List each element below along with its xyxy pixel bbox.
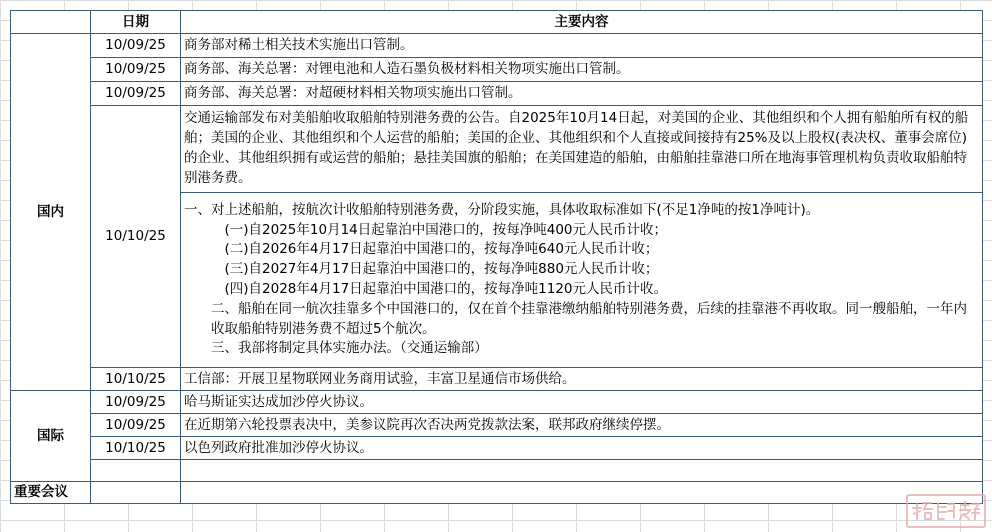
table-row: [11, 391, 983, 414]
fee-line: (一)自2025年10月14日起靠泊中国港口的，按每净吨400元人民币计收；: [224, 221, 668, 238]
shipping-item-3: 三、我部将制定具体实施办法。（交通运输部）: [211, 340, 488, 357]
row-date: 10/09/25: [91, 34, 181, 58]
table-row-empty: [11, 460, 983, 482]
row-content: 以色列政府批准加沙停火协议。: [181, 437, 983, 460]
row-date: 10/09/25: [91, 82, 181, 106]
header-blank: [11, 11, 91, 34]
table-row: [11, 58, 983, 82]
shipping-item-1: 一、对上述船舶，按航次计收船舶特别港务费，分阶段实施，具体收取标准如下(不足1净吨的按1净吨计)。: [184, 201, 820, 218]
watermark-seal-icon: [911, 499, 981, 523]
empty-cell: [91, 482, 181, 504]
table-row: [11, 34, 983, 58]
shipping-intro: 交通运输部发布对美船舶收取船舶特别港务费的公告。自2025年10月14日起，对美国的企业、其他组织和个人拥有船舶所有权的船舶；美国的企业、其他组织和个人运营的船舶；美国的企业、其他组织和个人直接或间接持有25%及以上股权(表决权、董事会席位)的企业、其他组织拥有或运营的船舶；悬挂美国旗的船舶；在美国建造的船舶，由船舶挂靠港口所在地海事管理机构负责收取船舶特别港务费。: [181, 106, 983, 193]
table-row-shipping-intro: [11, 106, 983, 193]
table-row: [11, 437, 983, 460]
category-domestic: 国内: [11, 34, 91, 391]
row-content: 商务部对稀土相关技术实施出口管制。: [181, 34, 983, 58]
category-international: 国际: [11, 391, 91, 482]
row-date: 10/09/25: [91, 58, 181, 82]
news-table: [10, 10, 983, 504]
watermark-logo-icon: [906, 494, 986, 528]
row-content: 在近期第六轮投票表决中，美参议院再次否决两党拨款法案，联邦政府继续停摆。: [181, 414, 983, 437]
row-date: 10/10/25: [91, 106, 181, 368]
row-date: 10/09/25: [91, 391, 181, 414]
fee-line: (二)自2026年4月17日起靠泊中国港口的，按每净吨640元人民币计收；: [224, 241, 659, 258]
row-content: 工信部：开展卫星物联网业务商用试验，丰富卫星通信市场供给。: [181, 368, 983, 391]
empty-cell: [91, 460, 181, 482]
table-row: [11, 82, 983, 106]
category-meetings: 重要会议: [11, 482, 91, 504]
shipping-detail: [181, 193, 983, 368]
table-row: [11, 368, 983, 391]
row-content: 商务部、海关总署：对锂电池和人造石墨负极材料相关物项实施出口管制。: [181, 58, 983, 82]
row-date: 10/10/25: [91, 437, 181, 460]
row-date: 10/09/25: [91, 414, 181, 437]
fee-line: (三)自2027年4月17日起靠泊中国港口的，按每净吨880元人民币计收；: [224, 261, 659, 278]
empty-cell: [181, 482, 983, 504]
fee-line: (四)自2028年4月17日起靠泊中国港口的，按每净吨1120元人民币计收。: [224, 281, 668, 297]
header-content: 主要内容: [181, 11, 983, 34]
table-row-meetings: [11, 482, 983, 504]
table-row: [11, 414, 983, 437]
row-date: 10/10/25: [91, 368, 181, 391]
header-row: [11, 11, 983, 34]
row-content: 哈马斯证实达成加沙停火协议。: [181, 391, 983, 414]
shipping-item-2: 二、船舶在同一航次挂靠多个中国港口的，仅在首个挂靠港缴纳船舶特别港务费，后续的挂靠港不再收取。同一艘船舶，一年内收取船舶特别港务费不超过5个航次。: [211, 300, 967, 337]
empty-cell: [181, 460, 983, 482]
row-content: 商务部、海关总署：对超硬材料相关物项实施出口管制。: [181, 82, 983, 106]
header-date: 日期: [91, 11, 181, 34]
